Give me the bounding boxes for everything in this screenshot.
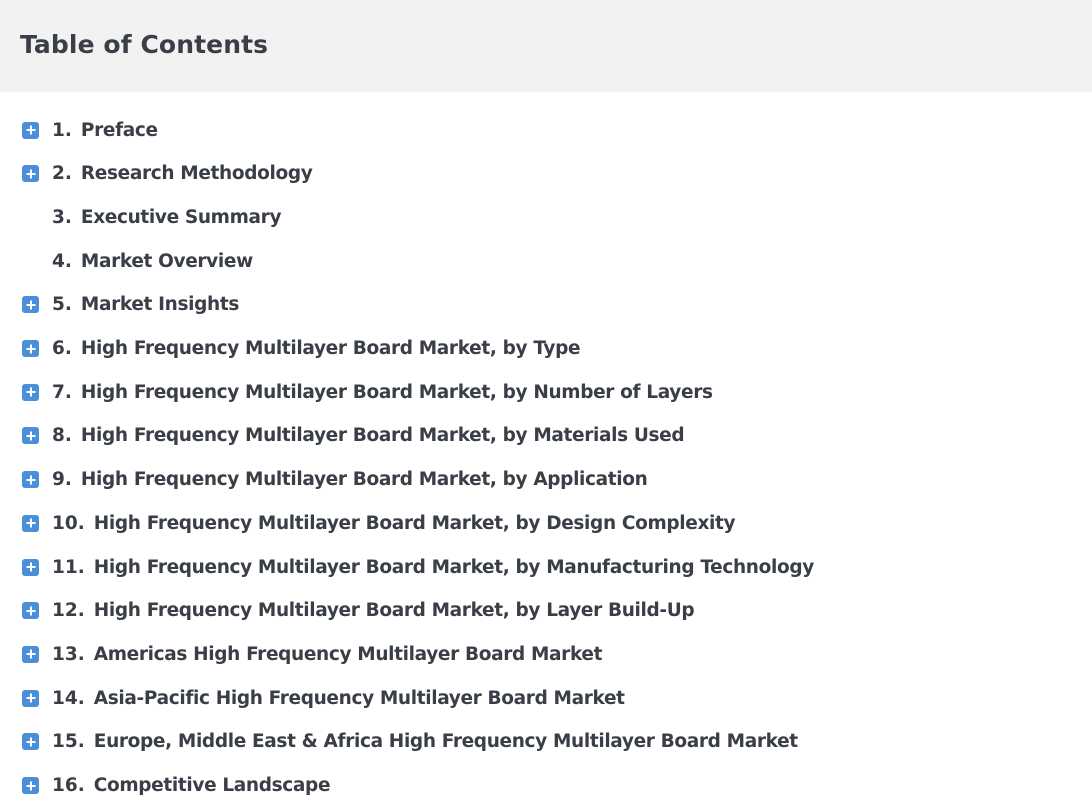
- toc-item-label[interactable]: High Frequency Multilayer Board Market, by Number of Layers: [80, 381, 713, 403]
- toc-item-label[interactable]: High Frequency Multilayer Board Market, by Layer Build-Up: [93, 600, 695, 622]
- page-title: Table of Contents: [20, 30, 269, 59]
- expand-plus-icon[interactable]: [22, 733, 39, 750]
- toc-item-label[interactable]: Market Insights: [80, 294, 239, 316]
- toc-item-label[interactable]: Market Overview: [80, 250, 253, 272]
- toc-item[interactable]: [22, 239, 253, 283]
- toc-item-number: 7.: [52, 381, 72, 403]
- toc-item-label[interactable]: High Frequency Multilayer Board Market, by Design Complexity: [93, 512, 736, 534]
- toc-item-label[interactable]: Americas High Frequency Multilayer Board Market: [93, 643, 603, 665]
- toc-item-label[interactable]: Preface: [80, 119, 158, 141]
- toc-item-number: 6.: [52, 338, 72, 359]
- toc-item[interactable]: [22, 414, 684, 458]
- toc-item-number: 16.: [52, 775, 85, 796]
- toc-item[interactable]: [22, 545, 814, 589]
- toc-item[interactable]: [22, 327, 580, 371]
- toc-item-label[interactable]: High Frequency Multilayer Board Market, by Type: [80, 338, 581, 359]
- expand-plus-icon[interactable]: [22, 515, 39, 532]
- toc-item-label[interactable]: High Frequency Multilayer Board Market, by Manufacturing Technology: [93, 556, 814, 578]
- expand-plus-icon[interactable]: [22, 296, 39, 313]
- toc-item-number: 10.: [52, 512, 85, 534]
- toc-item[interactable]: [22, 720, 798, 764]
- toc-item-number: 13.: [52, 643, 85, 665]
- expand-plus-icon[interactable]: [22, 384, 39, 401]
- toc-item-number: 1.: [52, 119, 72, 141]
- toc-item-label[interactable]: High Frequency Multilayer Board Market, by Application: [80, 469, 648, 491]
- toc-header: [0, 0, 1092, 92]
- toc-item[interactable]: [22, 764, 330, 808]
- toc-item-number: 8.: [52, 425, 72, 447]
- expand-plus-icon[interactable]: [22, 559, 39, 576]
- toc-item[interactable]: [22, 458, 647, 502]
- toc-item[interactable]: [22, 195, 281, 239]
- toc-item[interactable]: [22, 283, 239, 327]
- toc-item-label[interactable]: Competitive Landscape: [93, 775, 331, 796]
- toc-item[interactable]: [22, 152, 312, 196]
- toc-item-label[interactable]: Research Methodology: [80, 163, 313, 185]
- expand-plus-icon[interactable]: [22, 427, 39, 444]
- toc-item-number: 3.: [52, 206, 72, 228]
- toc-item-number: 9.: [52, 469, 72, 491]
- toc-item[interactable]: [22, 589, 694, 633]
- toc-item[interactable]: [22, 632, 602, 676]
- expand-plus-icon[interactable]: [22, 340, 39, 357]
- toc-item[interactable]: [22, 370, 713, 414]
- expand-plus-icon[interactable]: [22, 471, 39, 488]
- toc-item-label[interactable]: Europe, Middle East & Africa High Frequency Multilayer Board Market: [93, 731, 798, 753]
- toc-item-number: 15.: [52, 731, 85, 753]
- toc-item-label[interactable]: Asia-Pacific High Frequency Multilayer Board Market: [93, 687, 625, 709]
- expand-plus-icon[interactable]: [22, 777, 39, 794]
- toc-item-label[interactable]: Executive Summary: [80, 206, 282, 228]
- expand-plus-icon[interactable]: [22, 690, 39, 707]
- expand-plus-icon[interactable]: [22, 165, 39, 182]
- toc-item[interactable]: [22, 676, 625, 720]
- toc-item-number: 12.: [52, 600, 85, 622]
- toc-item-label[interactable]: High Frequency Multilayer Board Market, by Materials Used: [80, 425, 685, 447]
- toc-item-number: 11.: [52, 556, 85, 578]
- expand-plus-icon[interactable]: [22, 602, 39, 619]
- expand-plus-icon[interactable]: [22, 646, 39, 663]
- toc-item[interactable]: [22, 501, 735, 545]
- toc-item-number: 14.: [52, 687, 85, 709]
- toc-item[interactable]: [22, 108, 158, 152]
- toc-item-number: 2.: [52, 163, 72, 185]
- toc-item-number: 4.: [52, 250, 72, 272]
- expand-plus-icon[interactable]: [22, 122, 39, 139]
- toc-item-number: 5.: [52, 294, 72, 316]
